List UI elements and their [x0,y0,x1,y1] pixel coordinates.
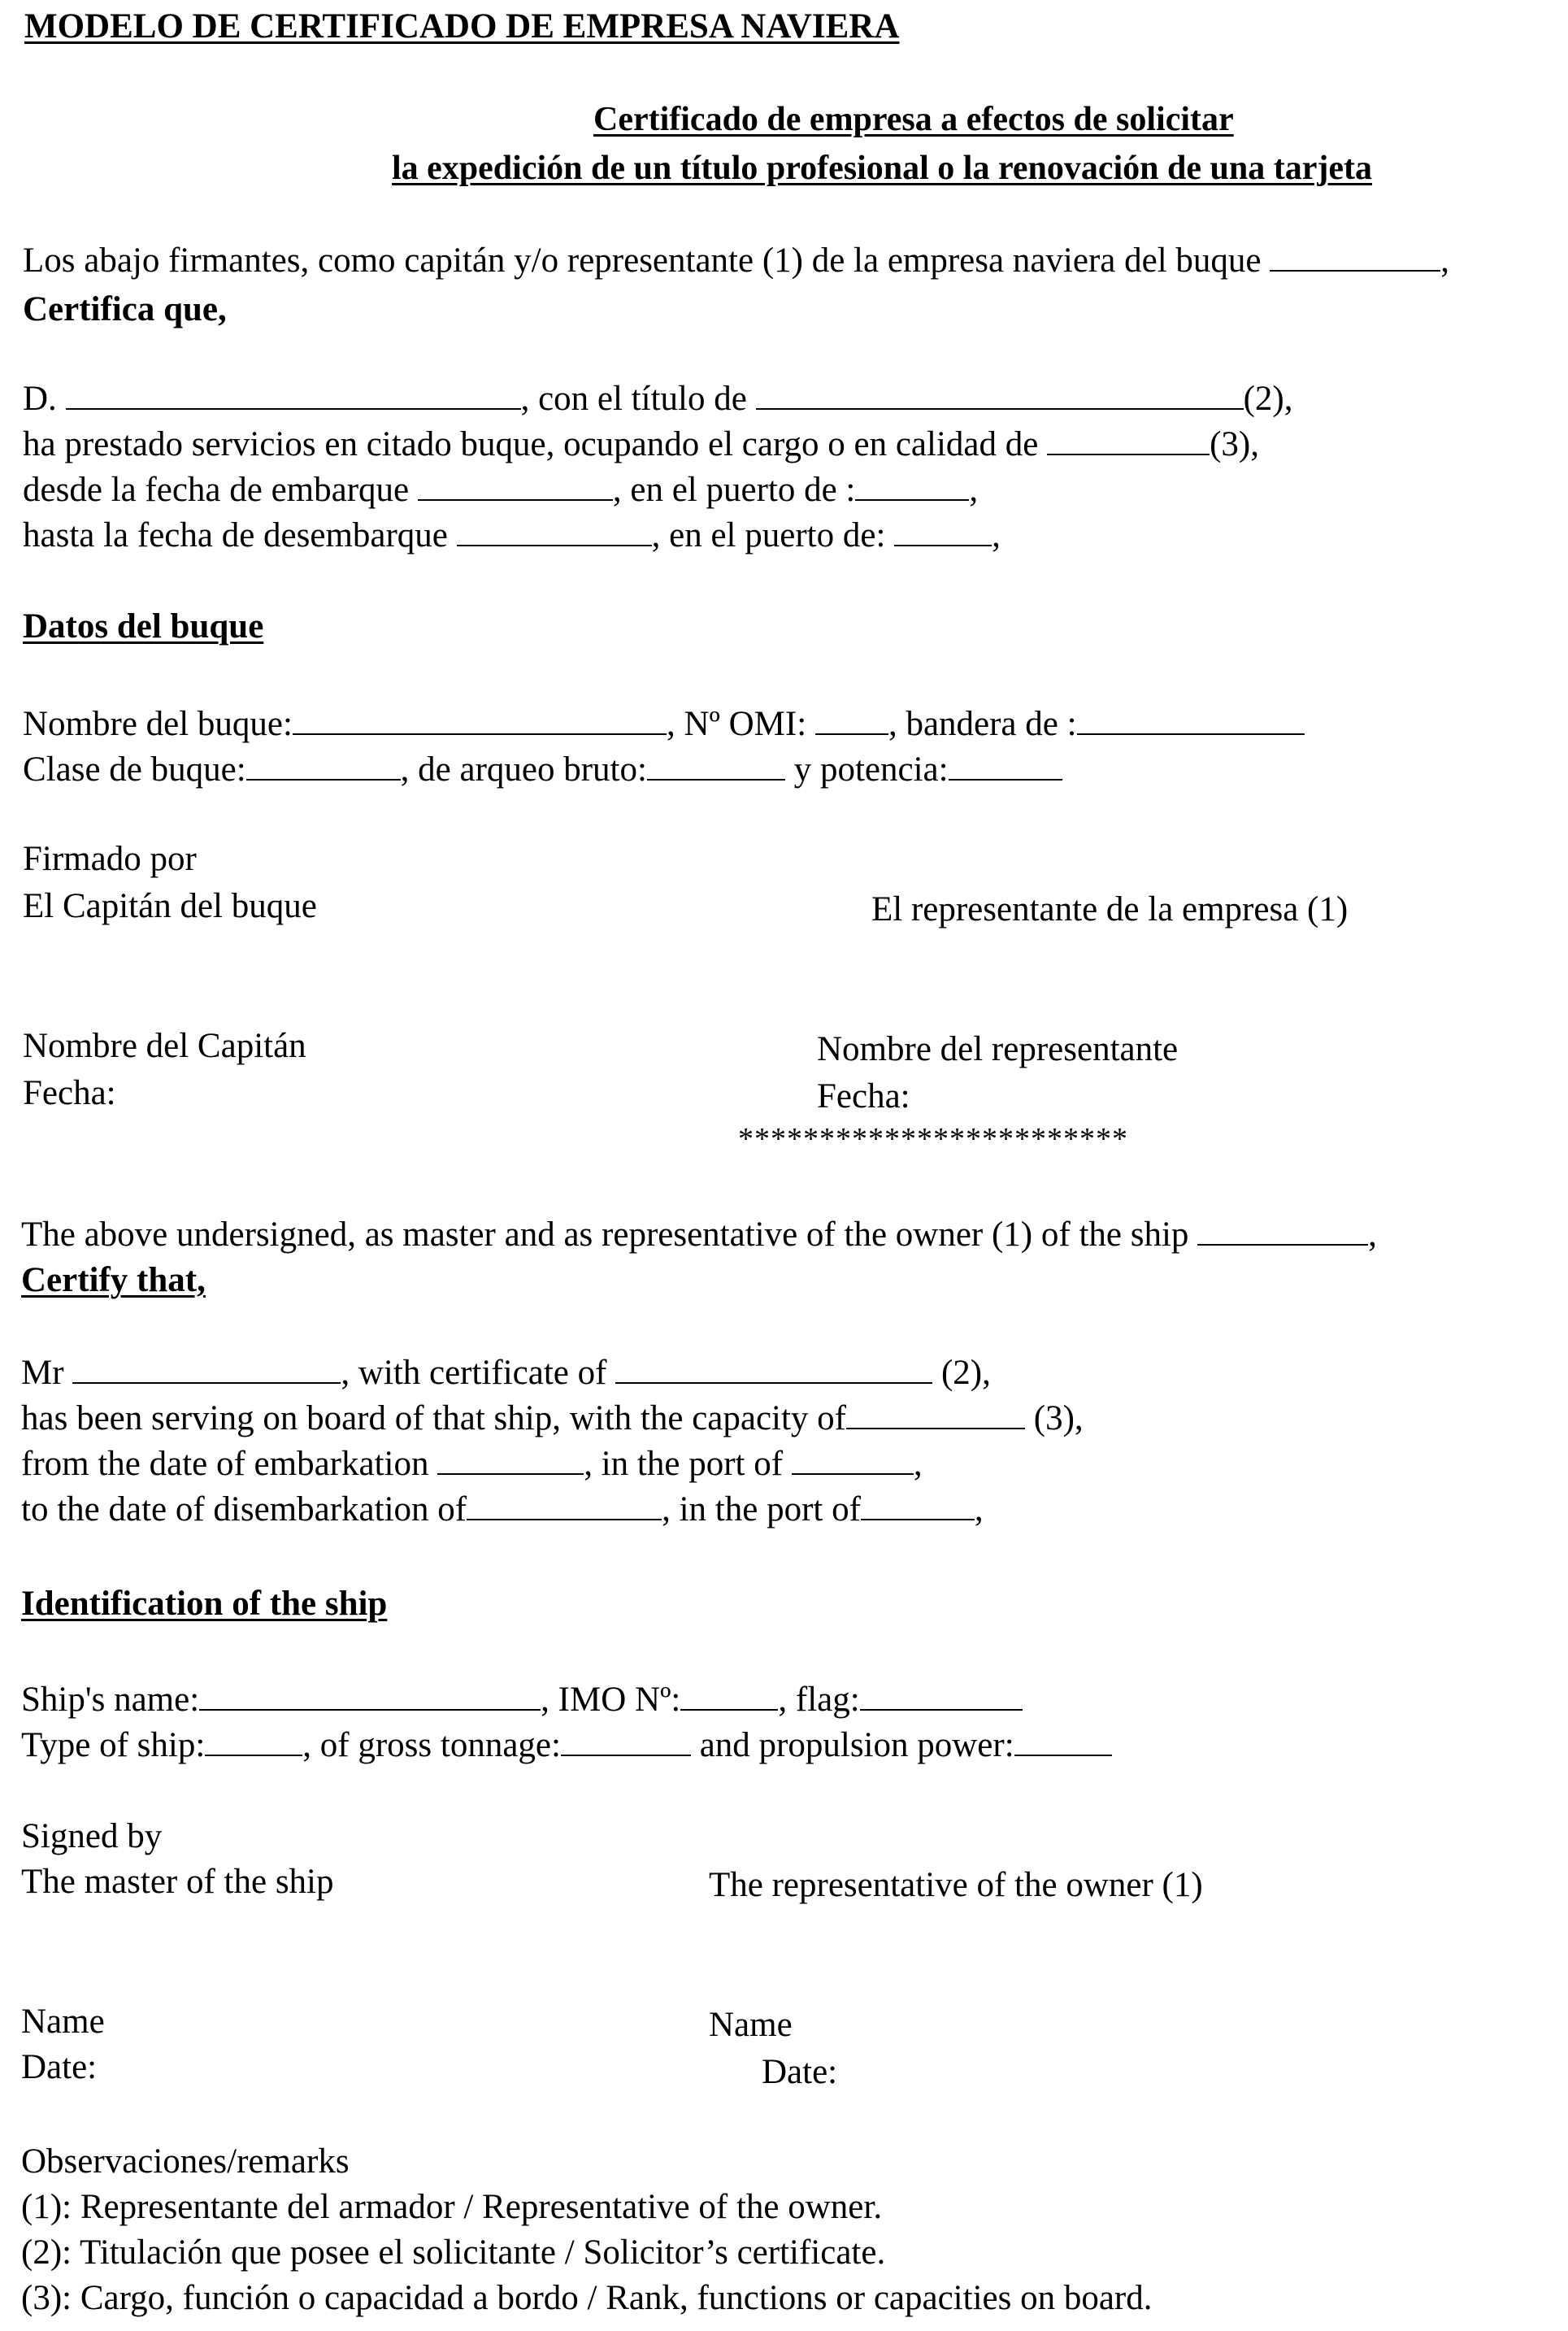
es-served-line [23,424,1259,465]
document-subtitle-line1: Certificado de empresa a efectos de solicitar [593,101,1234,138]
es-ship-class-blank[interactable] [246,751,401,781]
es-embark-date-label: desde la fecha de embarque [23,471,410,509]
es-tonnage-blank[interactable] [647,751,785,781]
es-captain-label: El Capitán del buque [23,887,317,925]
es-disembark-date-label: hasta la fecha de desembarque [23,516,448,554]
es-served-text: ha prestado servicios en citado buque, ocupando el cargo o en calidad de [23,425,1039,463]
en-flag-blank[interactable] [860,1681,1023,1711]
remark-note-2: (2): Titulación que posee el solicitante / Solicitor’s certificate. [21,2233,886,2272]
es-title-blank[interactable] [756,381,1244,410]
es-tonnage-label: , de arqueo bruto: [400,750,647,789]
en-disembark-date-label: to the date of disembarkation of [21,1490,467,1529]
document-subtitle-line2: la expedición de un título profesional o la renovación de una tarjeta [392,150,1372,187]
es-embark-port-blank[interactable] [855,472,969,501]
document-title: MODELO DE CERTIFICADO DE EMPRESA NAVIERA [24,7,900,46]
es-embark-line [23,470,978,511]
es-disembark-date-blank[interactable] [457,517,652,546]
en-intro-line [21,1215,1377,1255]
en-ship-type-blank[interactable] [205,1727,302,1756]
en-ship-type-line [21,1725,1112,1766]
es-ship-name-blank[interactable] [293,706,667,735]
en-imo-label: , IMO Nº: [541,1681,681,1719]
en-rep-name-label: Name [709,2006,793,2044]
en-mr-prefix: Mr [21,1354,64,1392]
es-d-line [23,379,1292,420]
en-certificate-label: , with certificate of [341,1354,607,1392]
en-disembark-port-label: , in the port of [662,1490,861,1529]
en-intro-comma: , [1368,1216,1377,1254]
es-omi-blank[interactable] [815,706,888,735]
remarks-heading: Observaciones/remarks [21,2142,350,2181]
es-intro-comma: , [1440,241,1449,280]
en-embark-date-blank[interactable] [437,1446,584,1475]
es-disembark-line [23,515,1001,556]
es-ship-name-label: Nombre del buque: [23,705,293,743]
es-ship-heading: Datos del buque [23,607,264,646]
es-ship-class-label: Clase de buque: [23,750,246,789]
en-capacity-blank[interactable] [846,1400,1025,1429]
es-d-title-label: , con el título de [520,380,747,418]
en-flag-label: , flag: [778,1681,860,1719]
en-disembark-date-blank[interactable] [467,1491,662,1520]
es-embark-date-blank[interactable] [418,472,613,501]
es-rep-date-label: Fecha: [817,1077,910,1115]
es-power-blank[interactable] [949,751,1062,781]
en-disembark-port-blank[interactable] [861,1491,975,1520]
en-embark-port-blank[interactable] [792,1446,914,1475]
en-master-label: The master of the ship [21,1863,334,1901]
en-serving-text: has been serving on board of that ship, with the capacity of [21,1399,846,1437]
es-intro-line [23,241,1449,281]
es-omi-label: , Nº OMI: [666,705,807,743]
en-embark-comma: , [913,1445,923,1483]
en-disembark-line [21,1489,984,1530]
en-date-label: Date: [21,2048,98,2086]
en-name-blank[interactable] [72,1355,341,1384]
en-name-label: Name [21,2003,105,2041]
remark-note-1: (1): Representante del armador / Representative of the owner. [21,2188,883,2226]
en-certificate-blank[interactable] [615,1355,932,1384]
en-ship-name-line [21,1680,1023,1720]
en-serving-line [21,1398,1084,1439]
en-ship-blank[interactable] [1197,1216,1368,1246]
en-imo-blank[interactable] [680,1681,778,1711]
en-ref2: (2), [940,1354,991,1392]
en-certify: Certify that, [21,1261,206,1299]
es-disembark-comma: , [992,516,1001,554]
es-embark-comma: , [969,471,979,509]
remark-note-3: (3): Cargo, función o capacidad a bordo / Rank, functions or capacities on board. [21,2279,1153,2317]
en-disembark-comma: , [974,1490,984,1529]
section-separator: ************************ [738,1122,1128,1156]
en-embark-date-label: from the date of embarkation [21,1445,429,1483]
es-certifica: Certifica que, [23,290,227,328]
en-rep-date-label: Date: [762,2053,838,2091]
en-ship-type-label: Type of ship: [21,1726,206,1764]
es-flag-blank[interactable] [1077,706,1305,735]
es-disembark-port-label: , en el puerto de: [651,516,886,554]
en-power-blank[interactable] [1014,1727,1112,1756]
es-d-prefix: D. [23,380,57,418]
es-name-blank[interactable] [66,381,521,410]
es-ship-class-line [23,750,1062,790]
en-intro-text: The above undersigned, as master and as representative of the owner (1) of the ship [21,1216,1189,1254]
en-ship-heading: Identification of the ship [21,1585,388,1623]
es-ship-blank[interactable] [1270,242,1440,272]
en-embark-line [21,1444,923,1485]
en-ship-name-label: Ship's name: [21,1681,200,1719]
es-disembark-port-blank[interactable] [894,517,992,546]
en-signed-by: Signed by [21,1817,163,1855]
es-captain-date-label: Fecha: [23,1074,116,1112]
es-ref3: (3), [1210,425,1259,463]
en-ref3: (3), [1033,1399,1084,1437]
en-mr-line [21,1353,991,1394]
en-representative-label: The representative of the owner (1) [709,1866,1203,1904]
en-power-label: and propulsion power: [699,1726,1014,1764]
es-ship-name-line [23,704,1305,745]
es-representative-label: El representante de la empresa (1) [871,890,1349,928]
es-captain-name-label: Nombre del Capitán [23,1027,306,1065]
es-power-label: y potencia: [793,750,949,789]
es-signed-by: Firmado por [23,840,197,878]
en-tonnage-label: , of gross tonnage: [302,1726,561,1764]
es-flag-label: , bandera de : [888,705,1077,743]
es-embark-port-label: , en el puerto de : [612,471,856,509]
en-ship-name-blank[interactable] [199,1681,541,1711]
en-embark-port-label: , in the port of [584,1445,784,1483]
es-rep-name-label: Nombre del representante [817,1030,1179,1068]
es-intro-text: Los abajo firmantes, como capitán y/o representante (1) de la empresa naviera del buque [23,241,1262,280]
en-tonnage-blank[interactable] [561,1727,691,1756]
es-capacity-blank[interactable] [1047,426,1210,455]
es-ref2: (2), [1243,380,1293,418]
